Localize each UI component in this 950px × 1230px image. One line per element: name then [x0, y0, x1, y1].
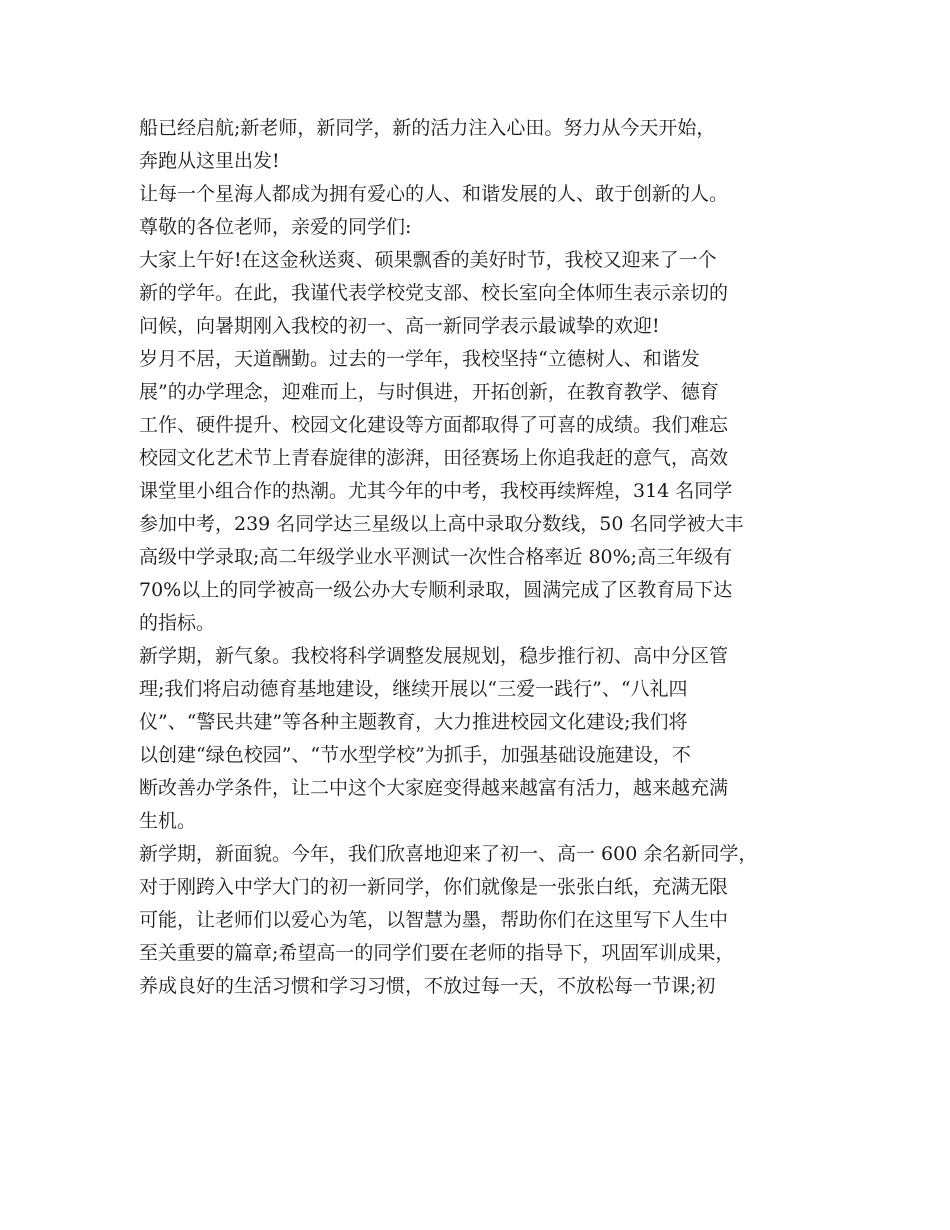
text-line: 可能，让老师们以爱心为笔，以智慧为墨，帮助你们在这里写下人生中 [139, 909, 729, 931]
text-line: 高级中学录取;高二年级学业水平测试一次性合格率近 80%;高三年级有 [139, 546, 733, 568]
text-line: 生机。 [139, 810, 197, 832]
text-line: 船已经启航;新老师，新同学，新的活力注入心田。努力从今天开始， [139, 117, 716, 139]
text-line: 至关重要的篇章;希望高一的同学们要在老师的指导下，巩固军训成果， [139, 942, 735, 964]
text-line: 问候，向暑期刚入我校的初一、高一新同学表示最诚挚的欢迎! [139, 315, 660, 337]
text-line: 新学期，新气象。我校将科学调整发展规划，稳步推行初、高中分区管 [139, 645, 729, 667]
text-line: 新学期，新面貌。今年，我们欣喜地迎来了初一、高一 600 余名新同学， [139, 843, 758, 865]
text-line: 理;我们将启动德育基地建设，继续开展以“三爱一践行”、“八礼四 [139, 678, 688, 700]
text-line: 仪”、“警民共建”等各种主题教育，大力推进校园文化建设;我们将 [139, 711, 688, 733]
text-line: 参加中考，239 名同学达三星级以上高中录取分数线，50 名同学被大丰 [139, 513, 744, 535]
text-line: 课堂里小组合作的热潮。尤其今年的中考，我校再续辉煌，314 名同学 [139, 480, 733, 502]
text-line: 大家上午好!在这金秋送爽、硕果飘香的美好时节，我校又迎来了一个 [139, 249, 717, 271]
text-line: 养成良好的生活习惯和学习习惯，不放过每一天，不放松每一节课;初 [139, 975, 716, 997]
text-line: 工作、硬件提升、校园文化建设等方面都取得了可喜的成绩。我们难忘 [139, 414, 729, 436]
text-line: 岁月不居，天道酬勤。过去的一学年，我校坚持“立德树人、和谐发 [139, 348, 700, 370]
text-line: 新的学年。在此，我谨代表学校党支部、校长室向全体师生表示亲切的 [139, 282, 729, 304]
text-line: 70%以上的同学被高一级公办大专顺利录取，圆满完成了区教育局下达 [139, 579, 733, 601]
text-line: 让每一个星海人都成为拥有爱心的人、和谐发展的人、敢于创新的人。 [139, 183, 729, 205]
text-line: 断改善办学条件，让二中这个大家庭变得越来越富有活力，越来越充满 [139, 777, 729, 799]
text-line: 以创建“绿色校园”、“节水型学校”为抓手，加强基础设施建设，不 [139, 744, 691, 766]
text-line: 尊敬的各位老师，亲爱的同学们: [139, 216, 412, 238]
text-line: 校园文化艺术节上青春旋律的澎湃，田径赛场上你追我赶的意气，高效 [139, 447, 729, 469]
document-body [139, 112, 819, 1003]
text-line: 对于刚跨入中学大门的初一新同学，你们就像是一张张白纸，充满无限 [139, 876, 729, 898]
text-line: 展”的办学理念，迎难而上，与时俱进，开拓创新，在教育教学、德育 [139, 381, 719, 403]
text-line: 奔跑从这里出发! [139, 150, 280, 172]
text-line: 的指标。 [139, 612, 216, 634]
